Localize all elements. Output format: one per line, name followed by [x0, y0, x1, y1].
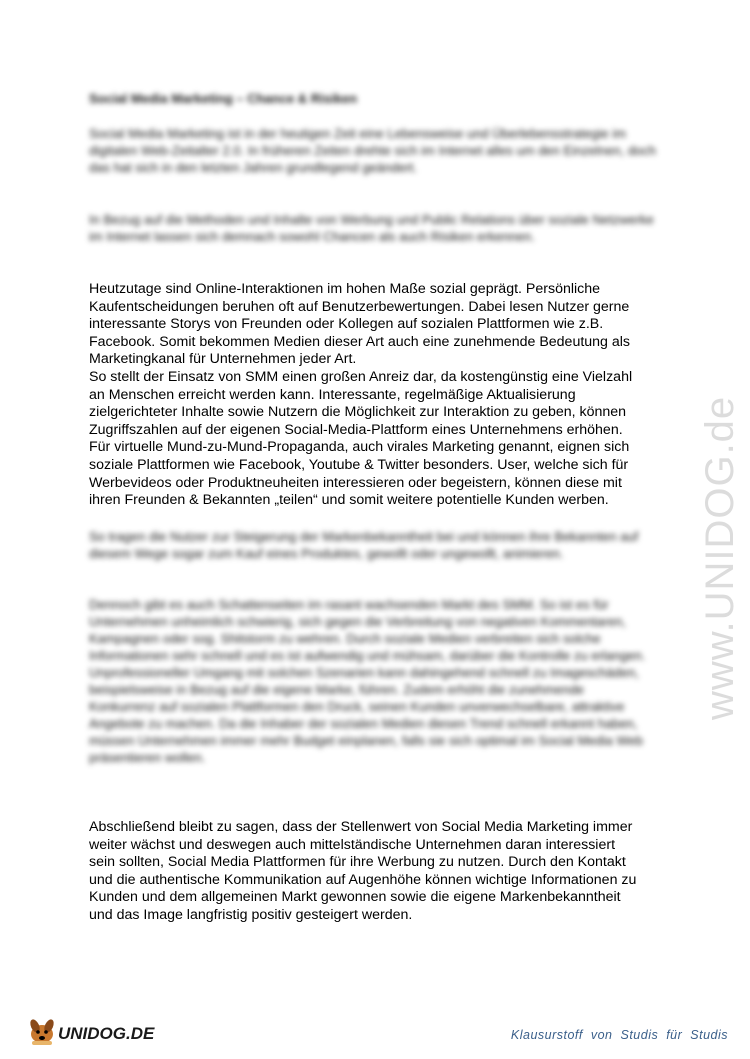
document-title: Social Media Marketing – Chance & Risiken [89, 91, 358, 106]
watermark [688, 250, 748, 730]
logo-text: UNIDOG.DE [58, 1024, 155, 1043]
watermark-graphic [688, 250, 748, 730]
footer-tagline: Klausurstoff von Studis für Studis [510, 1028, 728, 1042]
intro-paragraph-2: In Bezug auf die Methoden und Inhalte von Werbung und Public Relations über soziale Netzwerke im Internet lassen sich demnach sowohl Chancen als auch Risiken erkennen. [89, 212, 654, 244]
body-paragraph-3: Für virtuelle Mund-zu-Mund-Propaganda, auch virales Marketing genannt, eignen sich soziale Plattformen wie Facebook, Youtube & Twitter besonders. User, welche sich für Werbevideos oder Produktneuheiten interessieren oder begeistern, können diese mit ihren Freunden & Bekannten „teilen“ und somit weitere potentielle Kunden werben. [89, 439, 630, 509]
blurred-paragraph-3-end: So tragen die Nutzer zur Steigerung der Markenbekanntheit bei und können ihre Bekannten auf diesem Wege sogar zum Kauf eines Produktes, gewollt oder ungewollt, animieren. [89, 529, 639, 561]
dog-mascot-icon [28, 1018, 55, 1045]
intro-paragraph-1: Social Media Marketing ist in der heutigen Zeit eine Lebensweise und Überlebensstrategie im digitalen Web-Zeitalter 2.0. In früheren Zeiten drehte sich im Internet alles um den Einzelnen, doch das hat sich in den letzten Jahren grundlegend geändert. [89, 126, 657, 175]
blurred-paragraph-4: Dennoch gibt es auch Schattenseiten im rasant wachsenden Markt des SMM. So ist es für Unternehmen unheimlich schwierig, sich gegen die Verbreitung von negativen Kommentaren, Kampagnen oder sog. Shitstorm zu wehren. Durch soziale Medien verbreiten sich solche Informationen sehr schnell und es ist aufwendig und mühsam, darüber die Kontrolle zu erlangen. Unprofessioneller Umgang mit solchen Szenarien kann dahingehend schnell zu Imageschäden, beispielsweise in Bezug auf die eigene Marke, führen. Zudem erhöht die zunehmende Konkurrenz auf sozialen Plattformen den Druck, seinen Kunden unverwechselbare, attraktive Angebote zu machen. Da die Inhaber der sozialen Medien diesen Trend schnell erkannt haben, müssen Unternehmen immer mehr Budget einplanen, falls sie sich optimal im Social Media Web präsentieren wollen. [89, 597, 646, 765]
conclusion-paragraph: Abschließend bleibt zu sagen, dass der Stellenwert von Social Media Marketing immer weiter wächst und deswegen auch mittelständische Unternehmen daran interessiert sein sollten, Social Media Plattformen für ihre Werbung zu nutzen. Durch den Kontakt und die authentische Kommunikation auf Augenhöhe können wichtige Informationen zu Kunden und dem allgemeinen Markt gewonnen sowie die eigene Markenbekanntheit und das Image langfristig positiv gesteigert werden. [89, 819, 637, 923]
watermark-text: www.UNIDOG.de [698, 395, 742, 720]
unidog-logo [26, 1012, 156, 1048]
body-paragraph-1: Heutzutage sind Online-Interaktionen im hohen Maße sozial geprägt. Persönliche Kaufentscheidungen beruhen oft auf Benutzerbewertungen. Dabei lesen Nutzer gerne interessante Storys von Freunden oder Kollegen auf sozialen Plattformen wie z.B. Facebook. Somit bekommen Medien dieser Art auch eine zunehmende Bedeutung als Marketingkanal für Unternehmen jeder Art. [89, 281, 631, 368]
visible-body-text [89, 281, 639, 510]
body-paragraph-2: So stellt der Einsatz von SMM einen großen Anreiz dar, da kostengünstig eine Vielzahl an Menschen erreicht werden kann. Interessante, regelmäßige Aktualisierung zielgerichteter Inhalte sowie Nutzern die Möglichkeit zur Interaktion zu geben, können Zugriffszahlen auf der eigenen Social-Media-Plattform eines Unternehmens erhöhen. [89, 368, 633, 438]
